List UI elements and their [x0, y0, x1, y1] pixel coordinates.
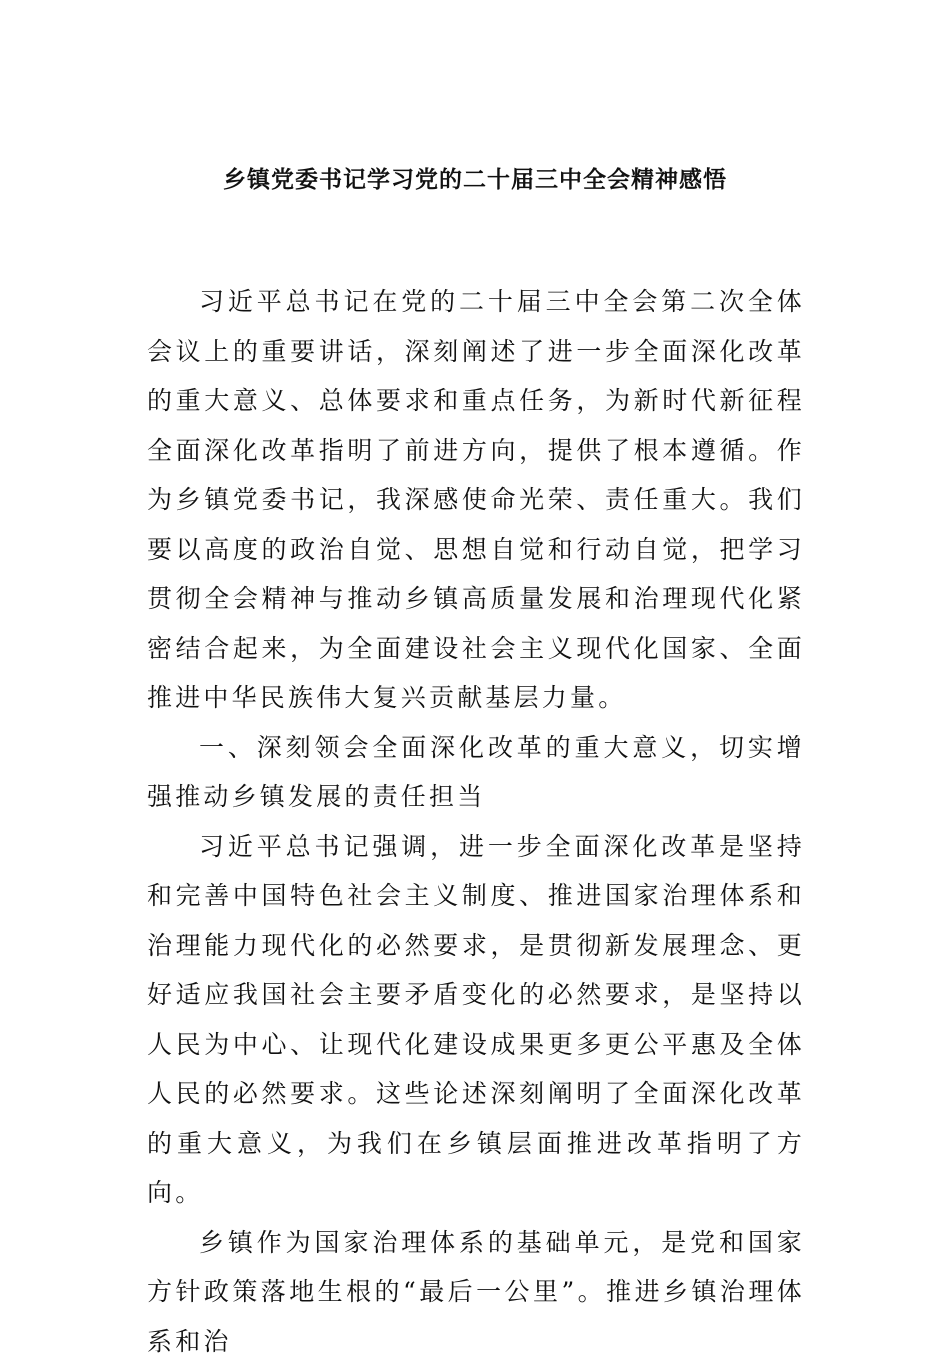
paragraph-township-role: 乡镇作为国家治理体系的基础单元，是党和国家方针政策落地生根的“最后一公里”。推进乡镇治理体系和治	[147, 1218, 805, 1366]
paragraph-significance: 习近平总书记强调，进一步全面深化改革是坚持和完善中国特色社会主义制度、推进国家治理体系和治理能力现代化的必然要求，是贯彻新发展理念、更好适应我国社会主要矛盾变化的必然要求，是坚持以人民为中心、让现代化建设成果更多更公平惠及全体人民的必然要求。这些论述深刻阐明了全面深化改革的重大意义，为我们在乡镇层面推进改革指明了方向。	[147, 822, 805, 1218]
document-title: 乡镇党委书记学习党的二十届三中全会精神感悟	[0, 160, 950, 200]
section-heading-1: 一、深刻领会全面深化改革的重大意义，切实增强推动乡镇发展的责任担当	[147, 723, 805, 822]
document-body	[147, 277, 805, 1366]
paragraph-intro: 习近平总书记在党的二十届三中全会第二次全体会议上的重要讲话，深刻阐述了进一步全面深化改革的重大意义、总体要求和重点任务，为新时代新征程全面深化改革指明了前进方向，提供了根本遵循。作为乡镇党委书记，我深感使命光荣、责任重大。我们要以高度的政治自觉、思想自觉和行动自觉，把学习贯彻全会精神与推动乡镇高质量发展和治理现代化紧密结合起来，为全面建设社会主义现代化国家、全面推进中华民族伟大复兴贡献基层力量。	[147, 277, 805, 723]
